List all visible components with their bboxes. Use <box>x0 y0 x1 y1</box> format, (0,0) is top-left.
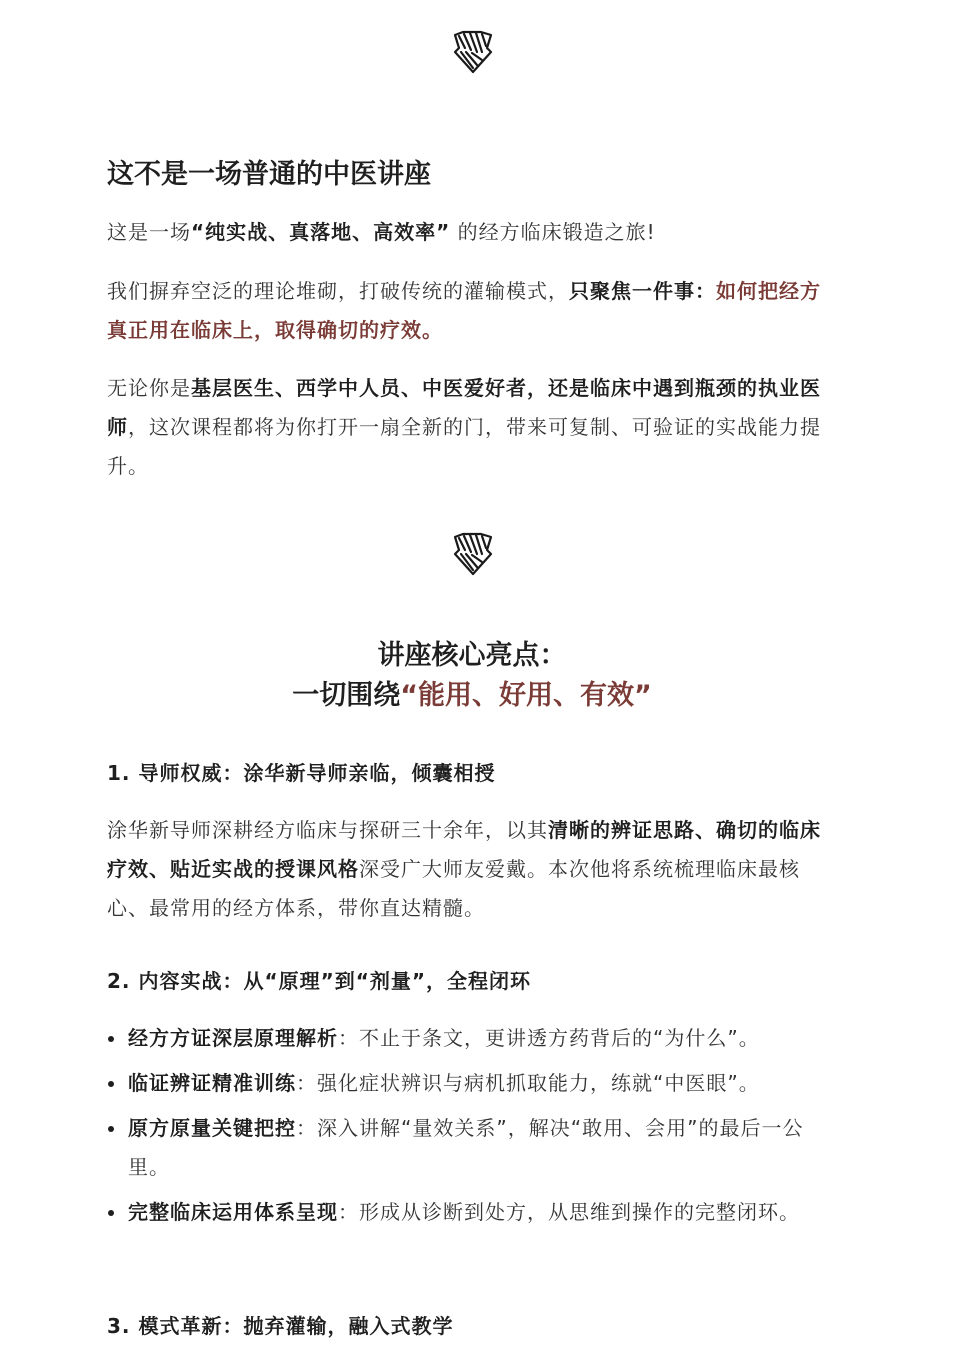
intro-paragraph-2: 我们摒弃空泛的理论堆砌，打破传统的灌输模式，只聚焦一件事：如何把经方真正用在临床上，取得确切的疗效。 <box>107 279 821 342</box>
intro-paragraph-3: 无论你是基层医生、西学中人员、中医爱好者，还是临床中遇到瓶颈的执业医师，这次课程都将为你打开一扇全新的门，带来可复制、可验证的实战能力提升。 <box>107 376 821 478</box>
highlights-subtitle: 一切围绕“能用、好用、有效” <box>292 680 652 711</box>
highlights-title: 讲座核心亮点： <box>377 640 567 671</box>
list-item: 完整临床运用体系呈现：形成从诊断到处方，从思维到操作的完整闭环。 <box>107 1193 837 1232</box>
list-item: 原方原量关键把控：深入讲解“量效关系”，解决“敢用、会用”的最后一公里。 <box>107 1109 837 1187</box>
highlight-2-heading: 2. 内容实战：从“原理”到“剂量”，全程闭环 <box>107 969 532 993</box>
section-title: 这不是一场普通的中医讲座 <box>107 159 431 190</box>
highlight-2-list <box>107 1019 837 1238</box>
highlight-1-heading: 1. 导师权威：涂华新导师亲临，倾囊相授 <box>107 761 496 785</box>
list-item: 经方方证深层原理解析：不止于条文，更讲透方药背后的“为什么”。 <box>107 1019 837 1058</box>
hatched-down-arrow-icon <box>451 532 495 576</box>
highlight-3-heading: 3. 模式革新：抛弃灌输，融入式教学 <box>107 1314 454 1338</box>
highlight-1-paragraph: 涂华新导师深耕经方临床与探研三十余年，以其清晰的辨证思路、确切的临床疗效、贴近实战的授课风格深受广大师友爱戴。本次他将系统梳理临床最核心、最常用的经方体系，带你直达精髓。 <box>107 818 821 920</box>
list-item: 临证辨证精准训练：强化症状辨识与病机抓取能力，练就“中医眼”。 <box>107 1064 837 1103</box>
hatched-down-arrow-icon <box>451 30 495 74</box>
intro-paragraph-1: 这是一场“纯实战、真落地、高效率” 的经方临床锻造之旅! <box>107 220 656 244</box>
